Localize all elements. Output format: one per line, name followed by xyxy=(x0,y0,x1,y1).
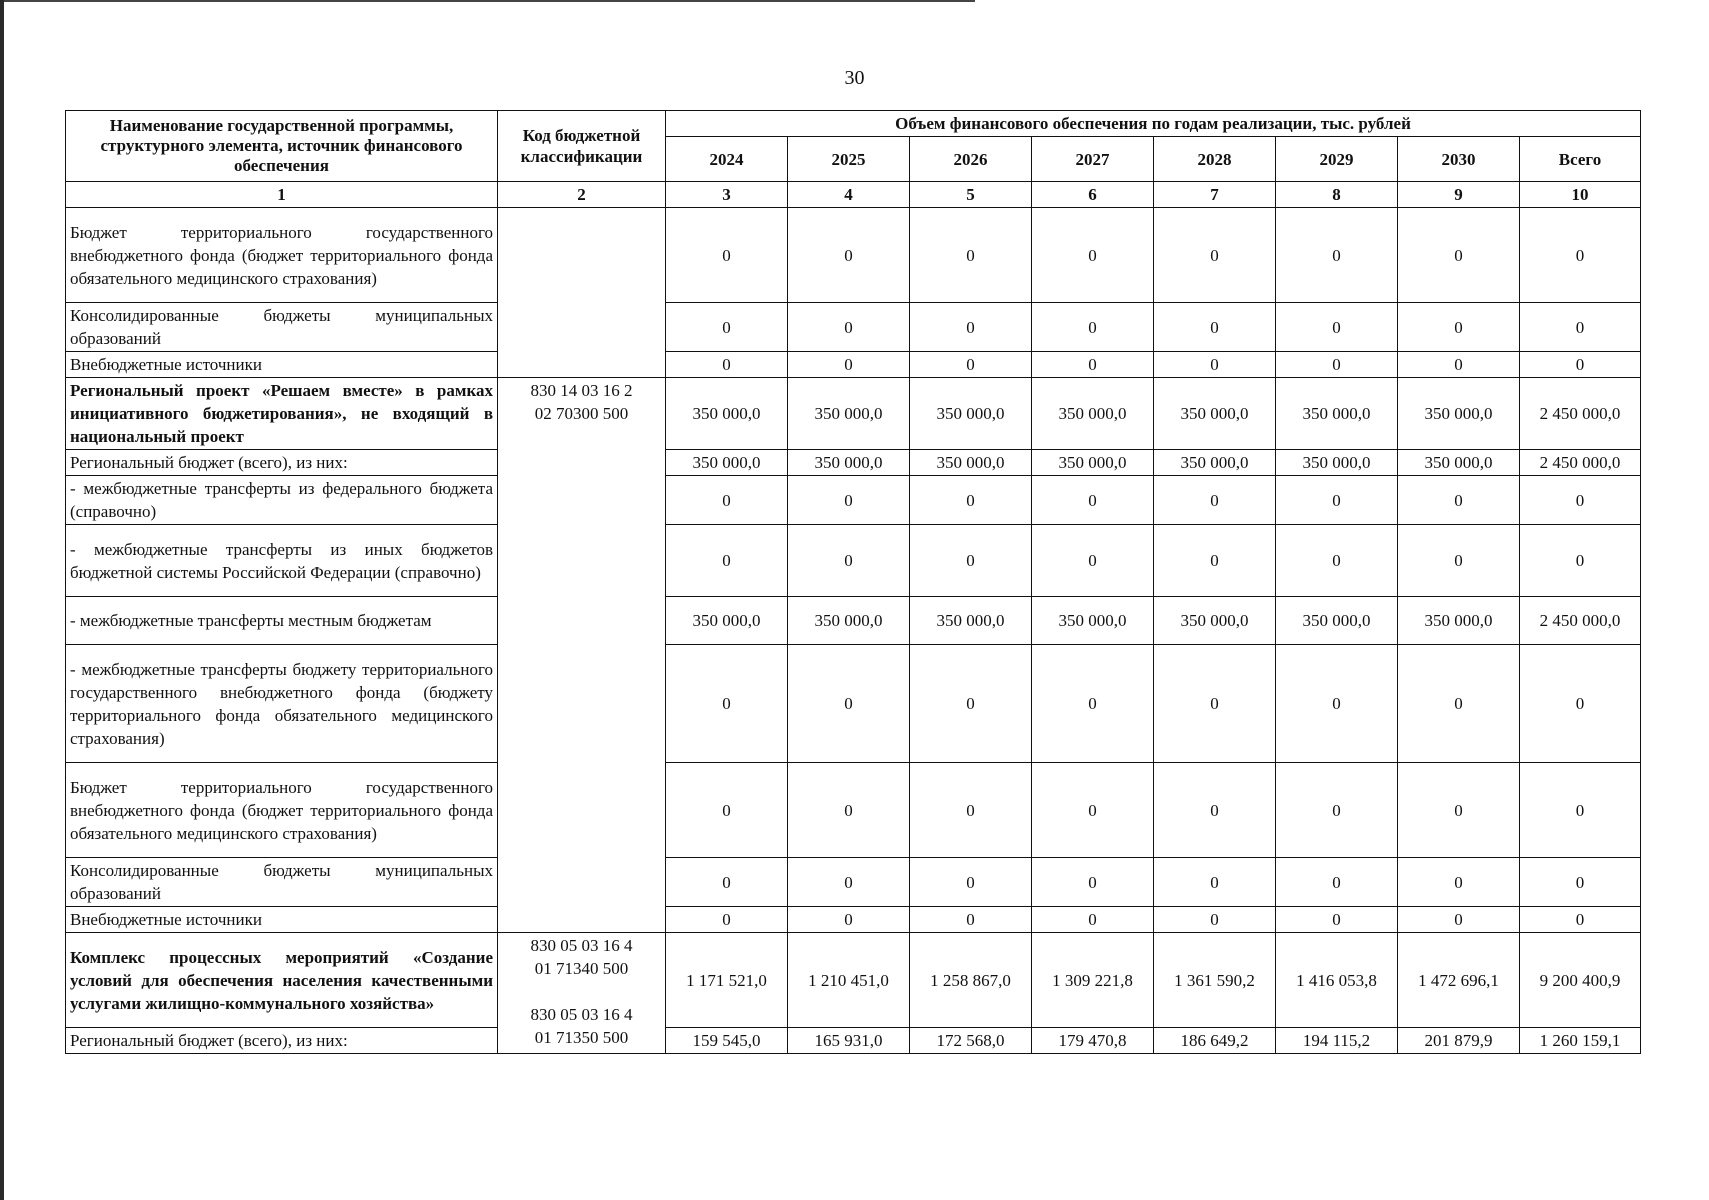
value-cell: 0 xyxy=(666,476,788,525)
value-cell: 0 xyxy=(1154,208,1276,303)
value-cell: 350 000,0 xyxy=(910,597,1032,645)
value-total: 0 xyxy=(1520,645,1641,763)
header-year: Всего xyxy=(1520,137,1641,182)
header-year: 2024 xyxy=(666,137,788,182)
value-cell: 350 000,0 xyxy=(666,378,788,450)
table-row xyxy=(66,858,1641,907)
value-cell: 350 000,0 xyxy=(1154,597,1276,645)
header-code: Код бюджетной классификации xyxy=(498,111,666,182)
value-cell: 186 649,2 xyxy=(1154,1028,1276,1054)
header-year: 2025 xyxy=(788,137,910,182)
value-cell: 350 000,0 xyxy=(910,378,1032,450)
value-cell: 0 xyxy=(1032,645,1154,763)
value-cell: 350 000,0 xyxy=(1276,378,1398,450)
value-cell: 0 xyxy=(1154,525,1276,597)
value-cell: 0 xyxy=(666,303,788,352)
value-cell: 0 xyxy=(910,645,1032,763)
table-row xyxy=(66,525,1641,597)
value-cell: 0 xyxy=(910,858,1032,907)
value-total: 0 xyxy=(1520,303,1641,352)
row-name: Региональный бюджет (всего), из них: xyxy=(66,1028,498,1054)
scan-left-edge xyxy=(0,0,4,1200)
value-cell: 1 210 451,0 xyxy=(788,933,910,1028)
row-name: Комплекс процессных мероприятий «Создание условий для обеспечения населения качественными услугами жилищно-коммунального хозяйства» xyxy=(66,933,498,1028)
value-cell: 0 xyxy=(666,763,788,858)
value-cell: 0 xyxy=(788,763,910,858)
value-cell: 350 000,0 xyxy=(1276,597,1398,645)
value-cell: 0 xyxy=(666,645,788,763)
value-cell: 350 000,0 xyxy=(788,378,910,450)
value-cell: 179 470,8 xyxy=(1032,1028,1154,1054)
column-index: 7 xyxy=(1154,182,1276,208)
value-cell: 0 xyxy=(1276,476,1398,525)
header-year: 2029 xyxy=(1276,137,1398,182)
value-cell: 0 xyxy=(788,303,910,352)
column-index: 4 xyxy=(788,182,910,208)
value-total: 0 xyxy=(1520,763,1641,858)
value-cell: 0 xyxy=(1032,525,1154,597)
value-cell: 0 xyxy=(1398,476,1520,525)
table-row xyxy=(66,352,1641,378)
row-name: - межбюджетные трансферты из федерального бюджета (справочно) xyxy=(66,476,498,525)
value-cell: 0 xyxy=(666,208,788,303)
value-cell: 0 xyxy=(1154,907,1276,933)
value-cell: 0 xyxy=(1398,303,1520,352)
row-name: Региональный проект «Решаем вместе» в рамках инициативного бюджетирования», не входящий в национальный проект xyxy=(66,378,498,450)
value-cell: 0 xyxy=(1032,763,1154,858)
value-cell: 0 xyxy=(788,645,910,763)
financing-table xyxy=(65,110,1641,1054)
value-total: 1 260 159,1 xyxy=(1520,1028,1641,1054)
value-cell: 350 000,0 xyxy=(1032,378,1154,450)
value-cell: 1 171 521,0 xyxy=(666,933,788,1028)
value-cell: 350 000,0 xyxy=(666,450,788,476)
value-cell: 0 xyxy=(910,907,1032,933)
row-name: - межбюджетные трансферты бюджету территориального государственного внебюджетного фонда (бюджету территориального фонда обязательного медицинского страхования) xyxy=(66,645,498,763)
value-total: 2 450 000,0 xyxy=(1520,378,1641,450)
value-cell: 350 000,0 xyxy=(1154,450,1276,476)
table-row xyxy=(66,645,1641,763)
value-cell: 350 000,0 xyxy=(666,597,788,645)
value-cell: 0 xyxy=(1276,303,1398,352)
value-cell: 0 xyxy=(1276,352,1398,378)
table-row xyxy=(66,378,1641,450)
value-cell: 0 xyxy=(1276,645,1398,763)
value-cell: 0 xyxy=(1154,858,1276,907)
value-cell: 350 000,0 xyxy=(1276,450,1398,476)
column-index: 9 xyxy=(1398,182,1520,208)
value-cell: 1 416 053,8 xyxy=(1276,933,1398,1028)
budget-code: 830 14 03 16 2 02 70300 500 xyxy=(498,378,666,933)
value-cell: 350 000,0 xyxy=(788,450,910,476)
table-row xyxy=(66,476,1641,525)
value-total: 0 xyxy=(1520,208,1641,303)
row-name: - межбюджетные трансферты из иных бюджетов бюджетной системы Российской Федерации (справочно) xyxy=(66,525,498,597)
value-cell: 0 xyxy=(1276,907,1398,933)
row-name: Консолидированные бюджеты муниципальных образований xyxy=(66,858,498,907)
value-total: 0 xyxy=(1520,858,1641,907)
table-row xyxy=(66,1028,1641,1054)
value-cell: 0 xyxy=(1398,858,1520,907)
column-index: 8 xyxy=(1276,182,1398,208)
value-cell: 194 115,2 xyxy=(1276,1028,1398,1054)
table-row xyxy=(66,303,1641,352)
value-cell: 0 xyxy=(1398,645,1520,763)
value-total: 0 xyxy=(1520,476,1641,525)
table-row xyxy=(66,208,1641,303)
table-row xyxy=(66,907,1641,933)
value-cell: 0 xyxy=(910,208,1032,303)
row-name: Внебюджетные источники xyxy=(66,352,498,378)
value-cell: 1 258 867,0 xyxy=(910,933,1032,1028)
table-row xyxy=(66,933,1641,1028)
column-index: 3 xyxy=(666,182,788,208)
value-cell: 0 xyxy=(1032,303,1154,352)
value-cell: 0 xyxy=(1032,208,1154,303)
value-cell: 0 xyxy=(788,907,910,933)
row-name: Бюджет территориального государственного внебюджетного фонда (бюджет территориального фонда обязательного медицинского страхования) xyxy=(66,763,498,858)
value-cell: 0 xyxy=(910,352,1032,378)
value-cell: 0 xyxy=(1154,476,1276,525)
header-year: 2026 xyxy=(910,137,1032,182)
value-cell: 0 xyxy=(1398,763,1520,858)
column-index: 2 xyxy=(498,182,666,208)
value-cell: 1 309 221,8 xyxy=(1032,933,1154,1028)
value-total: 2 450 000,0 xyxy=(1520,450,1641,476)
row-name: Бюджет территориального государственного внебюджетного фонда (бюджет территориального фонда обязательного медицинского страхования) xyxy=(66,208,498,303)
value-cell: 350 000,0 xyxy=(1398,450,1520,476)
value-cell: 0 xyxy=(1276,208,1398,303)
budget-code: 830 05 03 16 4 01 71340 500 830 05 03 16 4 01 71350 500 xyxy=(498,933,666,1054)
column-index: 5 xyxy=(910,182,1032,208)
value-cell: 0 xyxy=(666,858,788,907)
value-cell: 0 xyxy=(1276,763,1398,858)
table-row xyxy=(66,597,1641,645)
value-cell: 0 xyxy=(1398,525,1520,597)
row-name: - межбюджетные трансферты местным бюджетам xyxy=(66,597,498,645)
value-cell: 0 xyxy=(1154,645,1276,763)
value-cell: 0 xyxy=(910,525,1032,597)
value-cell: 350 000,0 xyxy=(1398,597,1520,645)
value-cell: 0 xyxy=(788,525,910,597)
value-cell: 1 472 696,1 xyxy=(1398,933,1520,1028)
column-index: 1 xyxy=(66,182,498,208)
value-cell: 0 xyxy=(788,352,910,378)
value-cell: 172 568,0 xyxy=(910,1028,1032,1054)
table-row xyxy=(66,763,1641,858)
row-name: Региональный бюджет (всего), из них: xyxy=(66,450,498,476)
value-total: 0 xyxy=(1520,352,1641,378)
table-row xyxy=(66,450,1641,476)
header-year: 2030 xyxy=(1398,137,1520,182)
value-cell: 0 xyxy=(1154,303,1276,352)
value-cell: 350 000,0 xyxy=(910,450,1032,476)
value-cell: 0 xyxy=(1398,208,1520,303)
value-cell: 1 361 590,2 xyxy=(1154,933,1276,1028)
value-cell: 350 000,0 xyxy=(1032,450,1154,476)
value-total: 0 xyxy=(1520,525,1641,597)
value-cell: 0 xyxy=(910,303,1032,352)
header-name: Наименование государственной программы, структурного элемента, источник финансового обеспечения xyxy=(66,111,498,182)
row-name: Консолидированные бюджеты муниципальных образований xyxy=(66,303,498,352)
header-index-row xyxy=(66,182,1641,208)
budget-code xyxy=(498,208,666,378)
value-cell: 0 xyxy=(788,858,910,907)
value-cell: 0 xyxy=(1398,907,1520,933)
value-cell: 350 000,0 xyxy=(1032,597,1154,645)
row-name: Внебюджетные источники xyxy=(66,907,498,933)
value-cell: 350 000,0 xyxy=(788,597,910,645)
value-cell: 0 xyxy=(666,525,788,597)
value-cell: 0 xyxy=(1154,352,1276,378)
value-cell: 165 931,0 xyxy=(788,1028,910,1054)
value-cell: 0 xyxy=(1276,525,1398,597)
header-year: 2027 xyxy=(1032,137,1154,182)
value-cell: 0 xyxy=(788,476,910,525)
value-cell: 0 xyxy=(1276,858,1398,907)
value-cell: 0 xyxy=(666,907,788,933)
value-cell: 0 xyxy=(1032,476,1154,525)
value-total: 0 xyxy=(1520,907,1641,933)
value-cell: 201 879,9 xyxy=(1398,1028,1520,1054)
value-cell: 0 xyxy=(910,476,1032,525)
value-cell: 350 000,0 xyxy=(1154,378,1276,450)
value-cell: 0 xyxy=(666,352,788,378)
value-cell: 0 xyxy=(1032,352,1154,378)
column-index: 10 xyxy=(1520,182,1641,208)
value-cell: 0 xyxy=(1154,763,1276,858)
header-volume: Объем финансового обеспечения по годам реализации, тыс. рублей xyxy=(666,111,1641,137)
value-cell: 159 545,0 xyxy=(666,1028,788,1054)
value-cell: 0 xyxy=(788,208,910,303)
header-year: 2028 xyxy=(1154,137,1276,182)
value-cell: 0 xyxy=(1032,858,1154,907)
value-cell: 0 xyxy=(910,763,1032,858)
value-total: 9 200 400,9 xyxy=(1520,933,1641,1028)
value-cell: 0 xyxy=(1032,907,1154,933)
column-index: 6 xyxy=(1032,182,1154,208)
page-number: 30 xyxy=(844,67,865,89)
value-cell: 0 xyxy=(1398,352,1520,378)
value-total: 2 450 000,0 xyxy=(1520,597,1641,645)
scan-edge-line xyxy=(0,0,975,2)
value-cell: 350 000,0 xyxy=(1398,378,1520,450)
